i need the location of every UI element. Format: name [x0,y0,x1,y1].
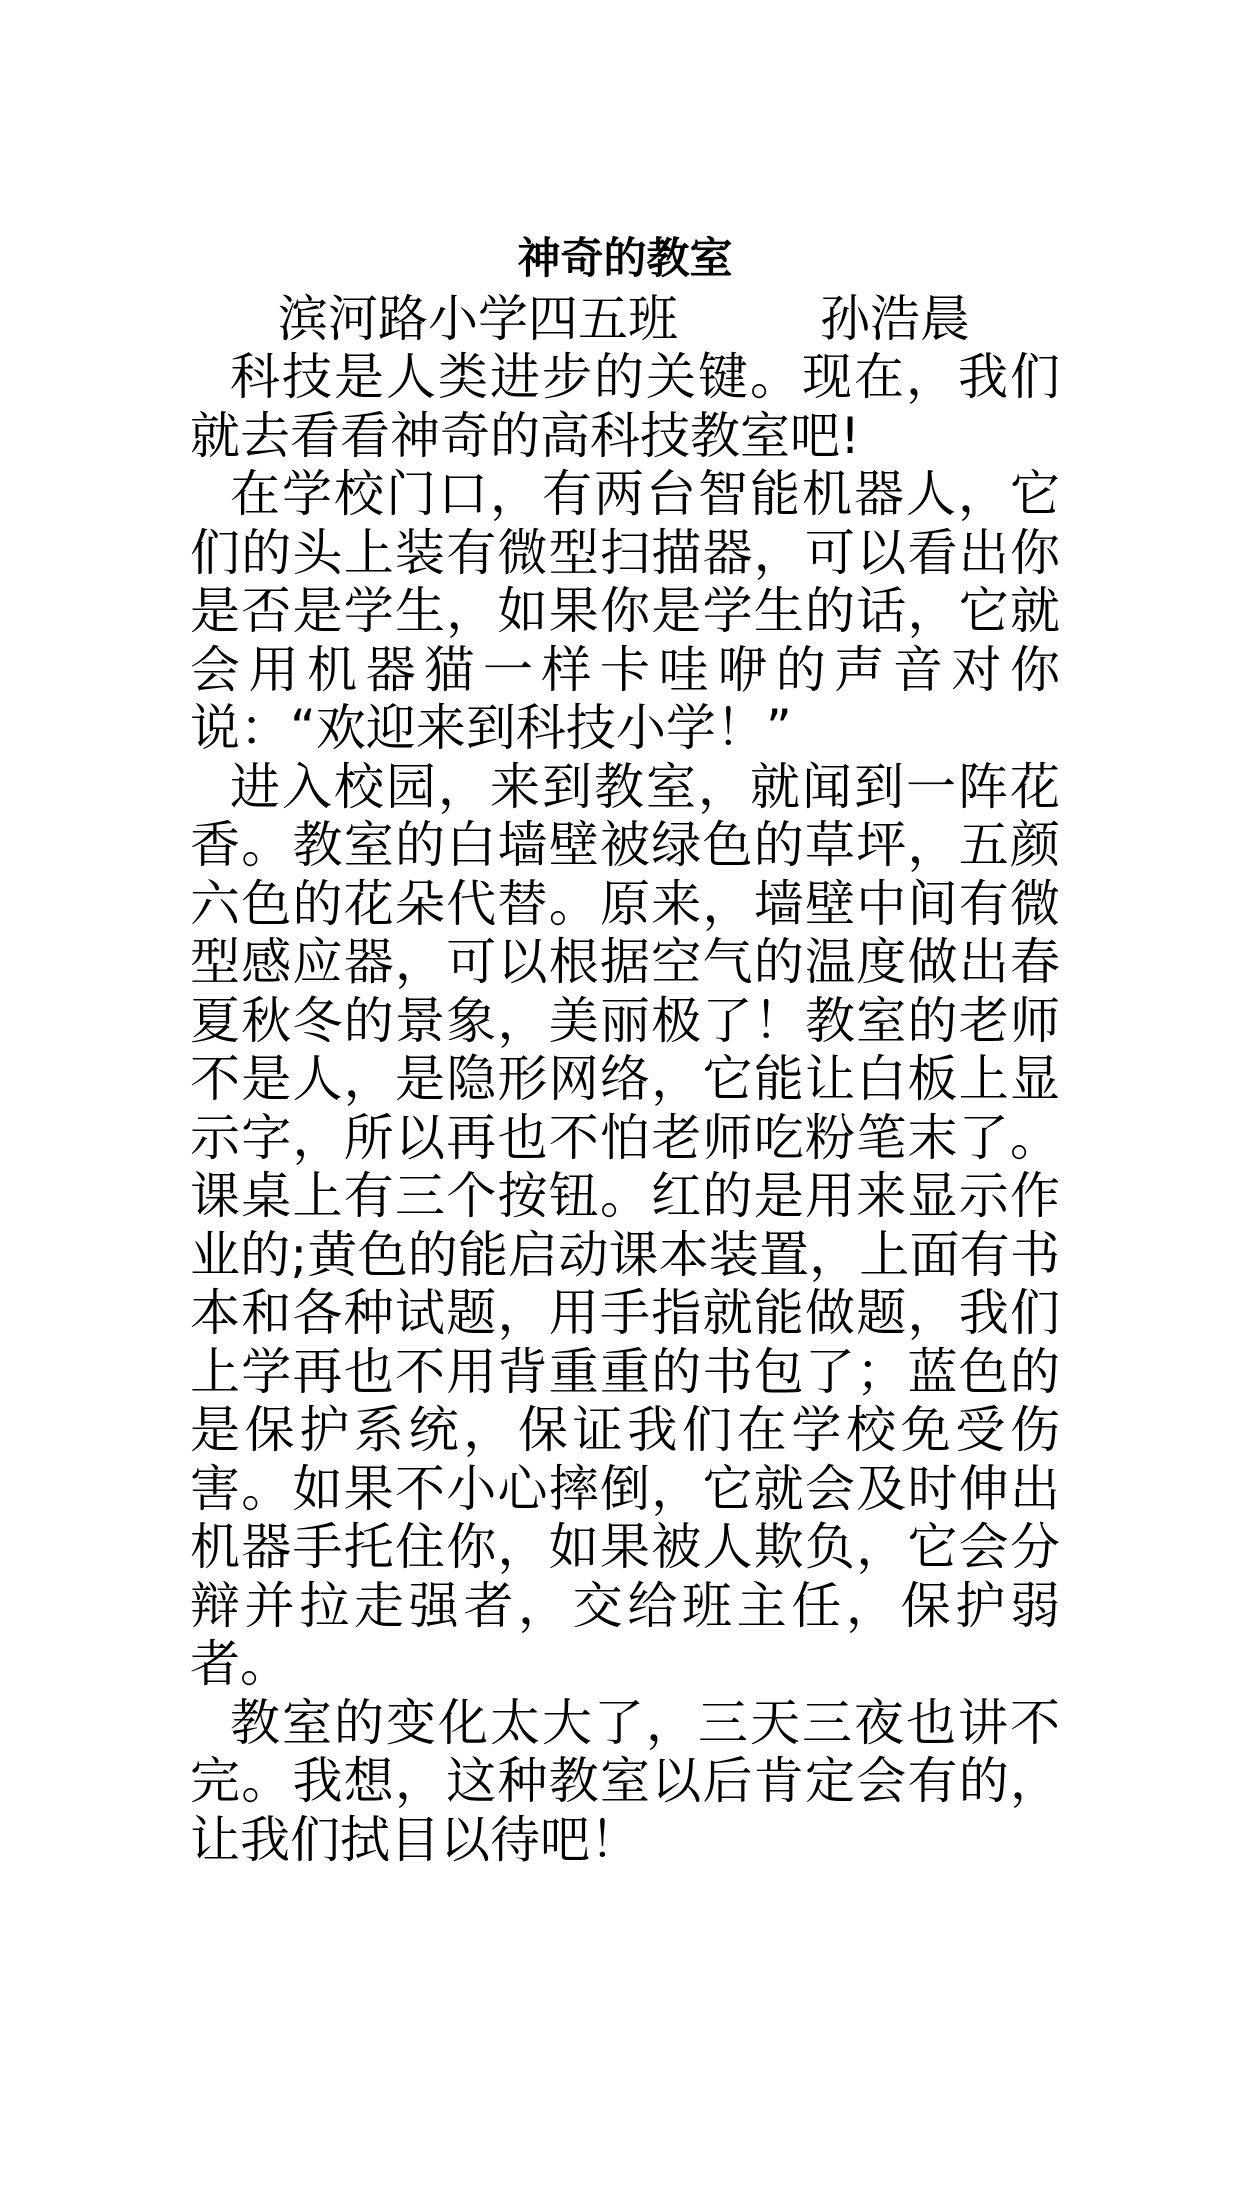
author-name: 孙浩晨 [820,290,970,348]
school-name: 滨河路小学四五班 [278,290,678,348]
essay-title: 神奇的教室 [517,234,733,284]
byline [190,290,1060,348]
paragraph-4: 教室的变化太大了，三天三夜也讲不完。我想，这种教室以后肯定会有的，让我们拭目以待吧！ [190,1693,1060,1869]
paragraph-2: 在学校门口，有两台智能机器人，它们的头上装有微型扫描器，可以看出你是否是学生，如果你是学生的话，它就会用机器猫一样卡哇咿的声音对你说：“欢迎来到科技小学！” [190,465,1060,757]
paragraph-3: 进入校园，来到教室，就闻到一阵花香。教室的白墙壁被绿色的草坪，五颜六色的花朵代替。原来，墙壁中间有微型感应器，可以根据空气的温度做出春夏秋冬的景象，美丽极了！教室的老师不是人，是隐形网络，它能让白板上显示字，所以再也不怕老师吃粉笔末了。课桌上有三个按钮。红的是用来显示作业的;黄色的能启动课本装置，上面有书本和各种试题，用手指就能做题，我们上学再也不用背重重的书包了；蓝色的是保护系统，保证我们在学校免受伤害。如果不小心摔倒，它就会及时伸出机器手托住你，如果被人欺负，它会分辩并拉走强者，交给班主任，保护弱者。 [190,757,1060,1693]
paragraph-1: 科技是人类进步的关键。现在，我们就去看看神奇的高科技教室吧! [190,348,1060,465]
essay-document [190,228,1060,1869]
